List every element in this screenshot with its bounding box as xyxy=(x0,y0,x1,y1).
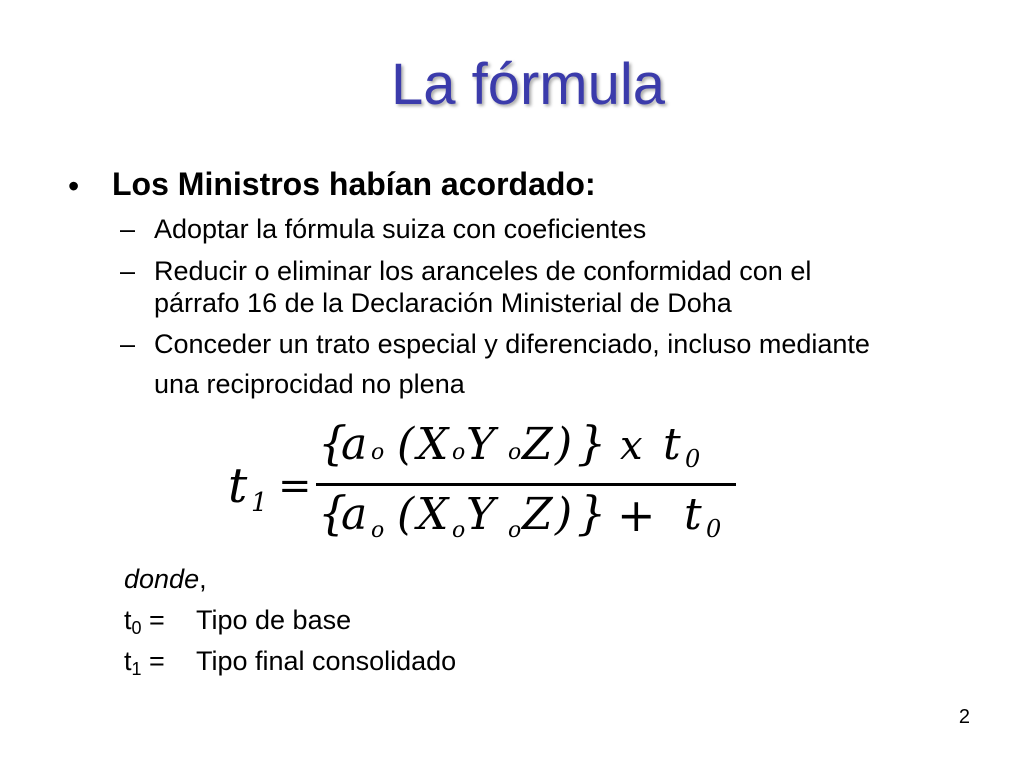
fraction-bar xyxy=(316,483,736,486)
donde-comma: , xyxy=(199,564,207,594)
bullet-heading: Los Ministros habían acordado: xyxy=(112,166,596,202)
denominator-t0: t xyxy=(684,489,702,540)
denominator-close-paren: ) xyxy=(555,489,573,540)
numerator-times: x xyxy=(620,423,643,469)
formula-lhs-t: t xyxy=(228,458,248,514)
numerator-o-2: o xyxy=(452,440,466,465)
numerator-t0: t xyxy=(663,419,681,470)
numerator-close-paren: ) xyxy=(555,419,573,470)
numerator-Z: Z xyxy=(522,419,553,470)
denominator-o-2: o xyxy=(452,518,466,543)
denominator-open-brace: { xyxy=(318,486,348,540)
legend-t1-subscript: 1 xyxy=(131,659,142,679)
sub-item-1-text: Adoptar la fórmula suiza con coeficientes xyxy=(154,214,647,244)
numerator-o-1: o xyxy=(371,440,385,465)
denominator-Z: Z xyxy=(522,489,553,540)
bullet-marker: • xyxy=(68,168,80,204)
legend-t0-symbol xyxy=(124,604,165,644)
donde-word: donde xyxy=(124,564,200,594)
donde-line xyxy=(124,563,207,595)
denominator-X: X xyxy=(417,489,449,540)
formula-equals: = xyxy=(278,463,312,509)
denominator-close-brace: } xyxy=(577,486,607,540)
numerator-open-paren: ( xyxy=(397,419,415,470)
sub-item-3-line-1: Conceder un trato especial y diferenciado, incluso mediante xyxy=(154,329,870,359)
denominator-Y: Y xyxy=(466,489,496,540)
legend-t0-subscript: 0 xyxy=(131,618,142,638)
numerator-t0-subscript: 0 xyxy=(685,445,701,473)
sub-item-2-line-2: párrafo 16 de la Declaración Ministerial de Doha xyxy=(154,288,732,318)
numerator-X: X xyxy=(417,419,449,470)
slide-title: La fórmula xyxy=(390,52,666,117)
legend-t1-equals: = xyxy=(141,646,165,676)
denominator-t0-subscript: 0 xyxy=(706,515,722,543)
sub-item-3-dash: – xyxy=(120,329,136,359)
formula-lhs-subscript: 1 xyxy=(251,488,268,518)
denominator-plus: + xyxy=(617,488,656,542)
formula xyxy=(220,405,750,555)
sub-item-2-dash: – xyxy=(120,256,136,286)
sub-item-1-dash: – xyxy=(120,214,136,244)
sub-item-2-line-1: Reducir o eliminar los aranceles de conformidad con el xyxy=(154,256,812,286)
numerator-open-brace: { xyxy=(318,416,348,470)
legend-t0-equals: = xyxy=(141,605,165,635)
sub-item-3-line-2: una reciprocidad no plena xyxy=(154,369,465,399)
denominator-o-3: o xyxy=(508,518,522,543)
numerator-a: a xyxy=(341,419,368,470)
legend-t1-symbol xyxy=(124,645,165,685)
denominator-o-1: o xyxy=(371,518,385,543)
denominator-open-paren: ( xyxy=(397,489,415,540)
numerator-close-brace: } xyxy=(577,416,607,470)
legend-t1-letter: t xyxy=(124,646,132,676)
legend-t0-description: Tipo de base xyxy=(196,605,352,635)
legend-t1-description: Tipo final consolidado xyxy=(196,646,457,676)
denominator-a: a xyxy=(341,489,368,540)
numerator-Y: Y xyxy=(466,419,496,470)
numerator-o-3: o xyxy=(508,440,522,465)
page-number: 2 xyxy=(958,706,970,728)
legend-t0-letter: t xyxy=(124,605,132,635)
